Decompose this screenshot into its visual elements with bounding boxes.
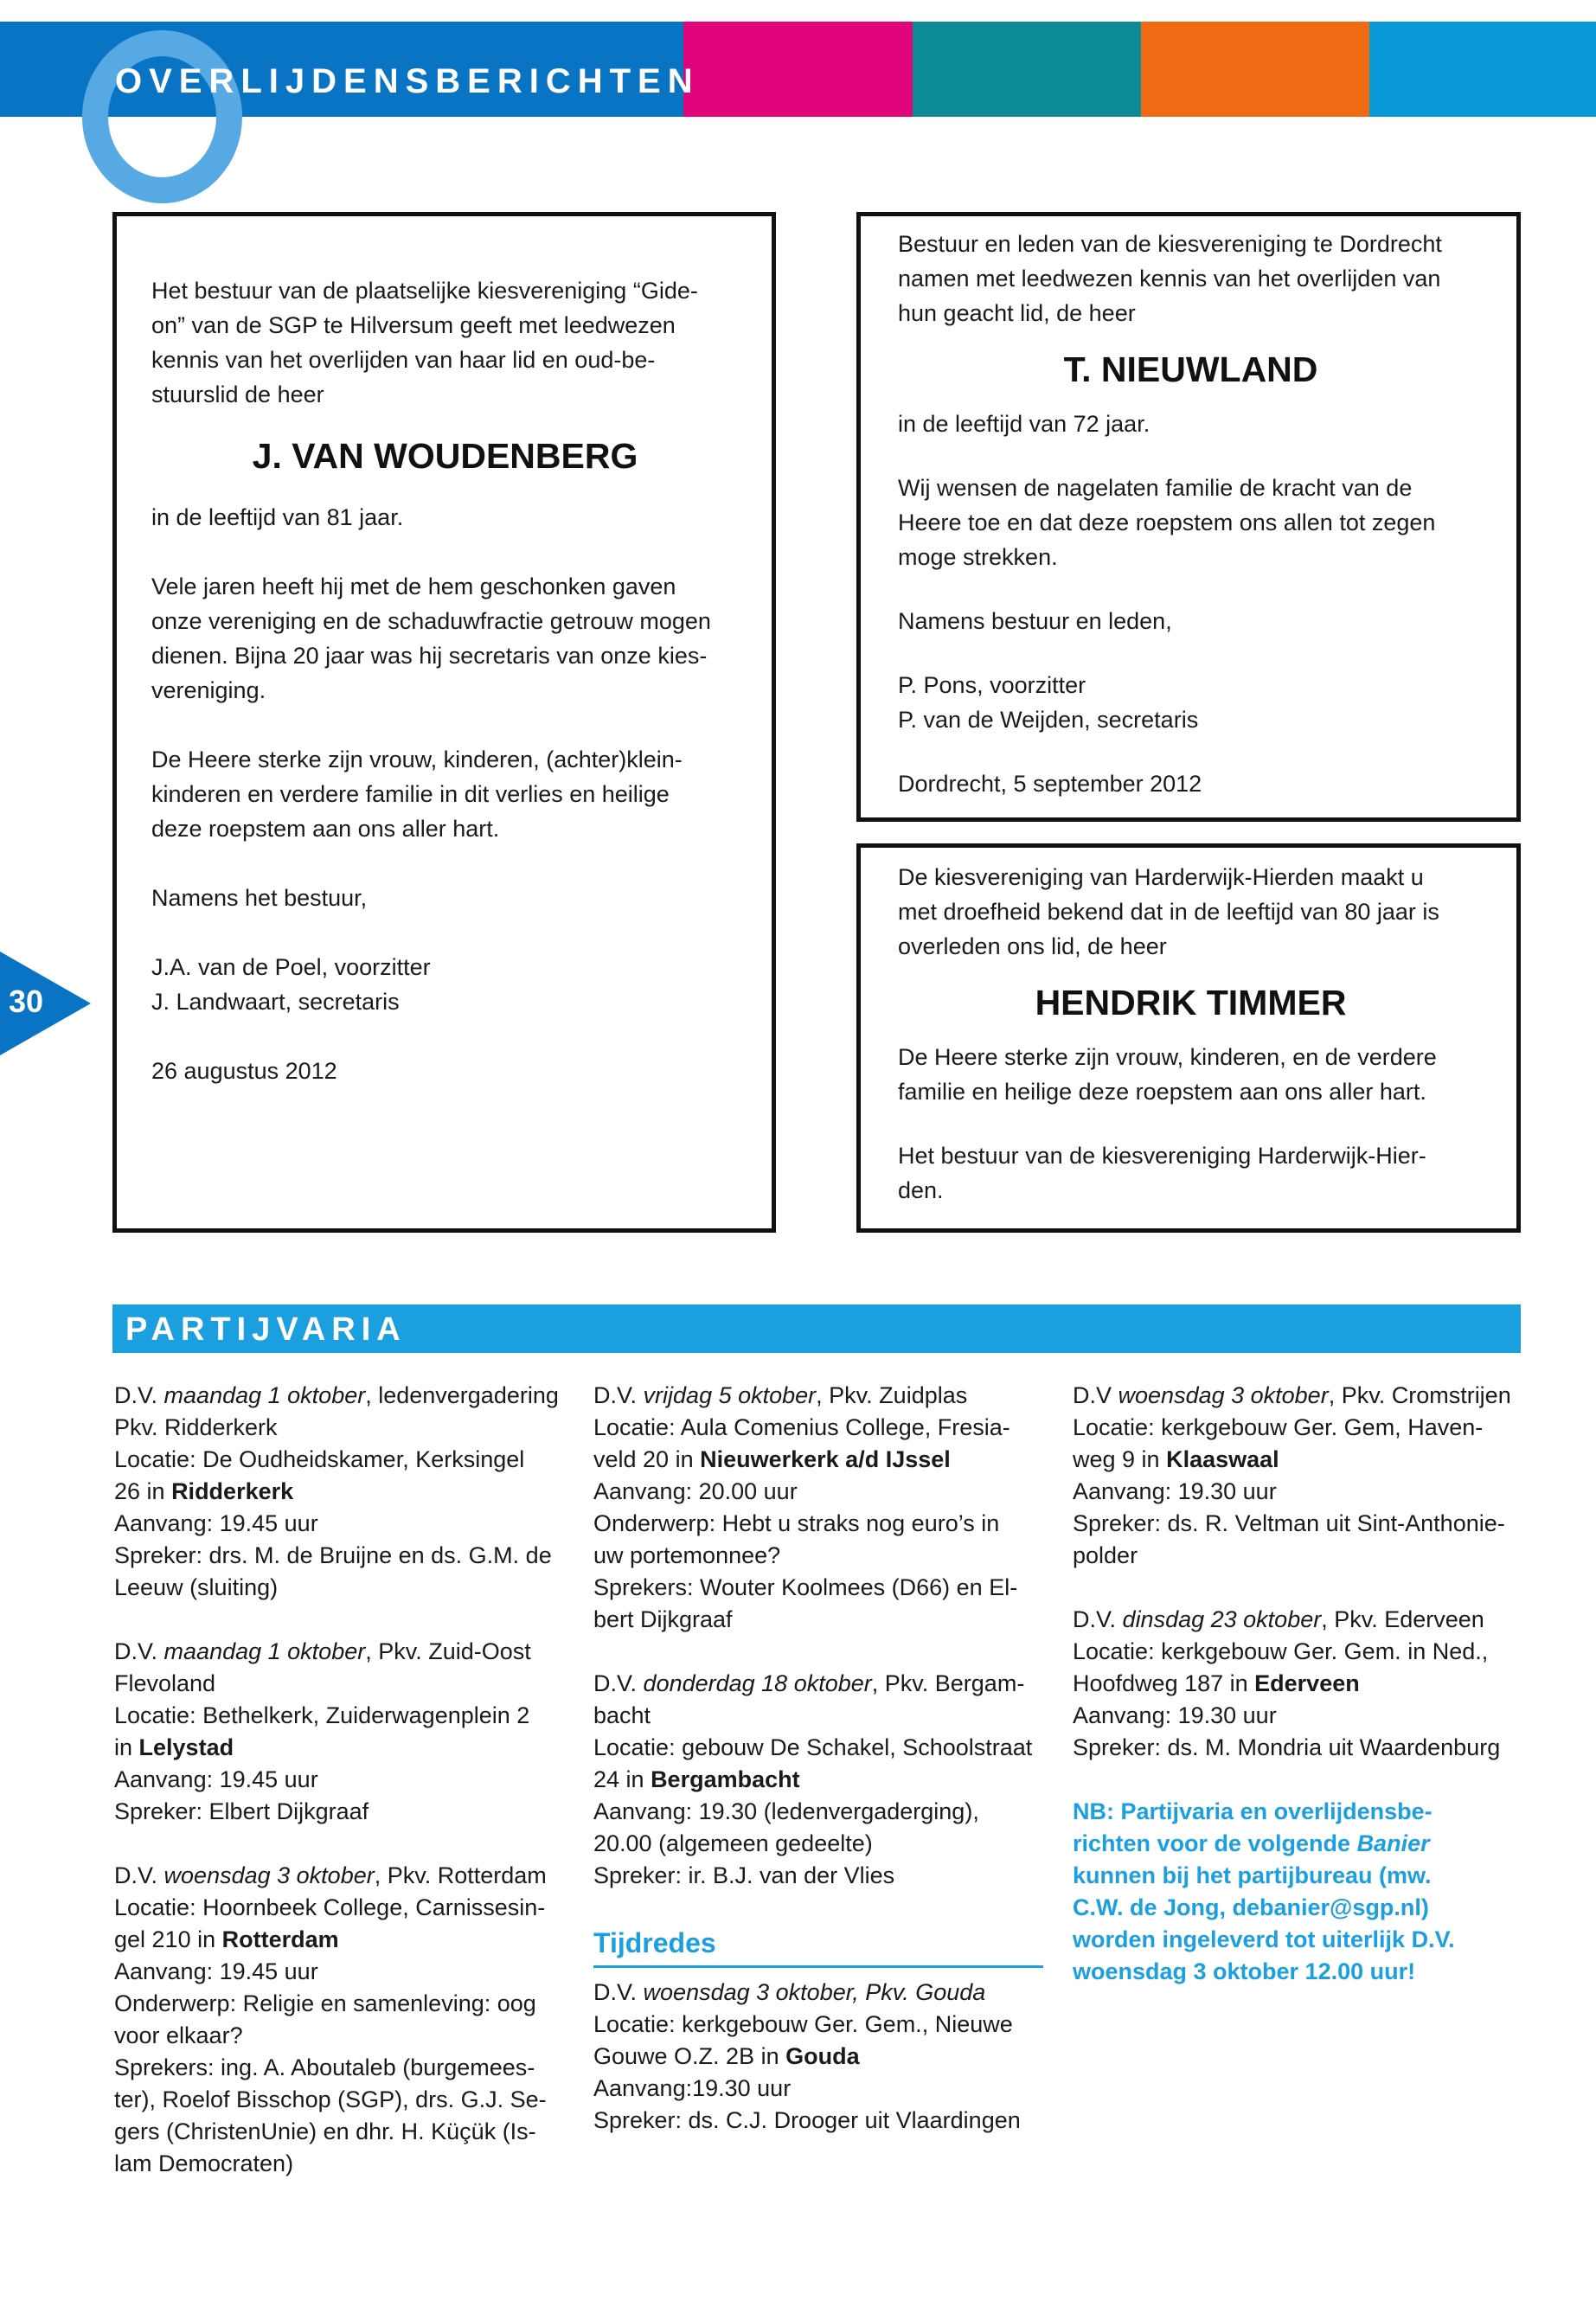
emphasis: donderdag 18 oktober [643, 1670, 872, 1696]
text-line: Pkv. Ridderkerk [114, 1414, 278, 1440]
notice-date: Dordrecht, 5 september 2012 [898, 771, 1202, 797]
event-entry [1073, 1604, 1522, 1764]
text-line: bert Dijkgraaf [593, 1606, 733, 1632]
page-number: 30 [9, 984, 44, 1019]
emphasis: vrijdag 5 oktober [643, 1382, 817, 1408]
location-name: Ederveen [1254, 1670, 1360, 1696]
signatory: P. Pons, voorzitter [898, 672, 1086, 698]
text-line: bacht [593, 1702, 651, 1728]
text-line: gel 210 in Rotterdam [114, 1926, 339, 1952]
text-line: Aanvang: 19.30 uur [1073, 1702, 1277, 1728]
text-line: D.V. maandag 1 oktober, ledenvergadering [114, 1382, 559, 1408]
location-name: Lelystad [138, 1734, 234, 1760]
text-line: uw portemonnee? [593, 1542, 781, 1568]
text-line: NB: Partijvaria en overlijdensbe- [1073, 1798, 1433, 1824]
emphasis: woensdag 3 oktober [163, 1862, 375, 1888]
divider [593, 1965, 1043, 1968]
text-line: D.V. dinsdag 23 oktober, Pkv. Ederveen [1073, 1606, 1484, 1632]
deceased-name: J. VAN WOUDENBERG [252, 436, 638, 476]
text-line: gers (ChristenUnie) en dhr. H. Küçük (Is- [114, 2118, 536, 2144]
text-line: Sprekers: Wouter Koolmees (D66) en El- [593, 1574, 1018, 1600]
signatory: P. van de Weijden, secretaris [898, 707, 1199, 733]
text-line: Spreker: drs. M. de Bruijne en ds. G.M. de [114, 1542, 552, 1568]
text-line: ter), Roelof Bisschop (SGP), drs. G.J. Se- [114, 2086, 547, 2112]
closing-line: Namens bestuur en leden, [898, 608, 1172, 634]
emphasis: woensdag 3 oktober [1118, 1382, 1329, 1408]
text-line: D.V. woensdag 3 oktober, Pkv. Gouda [593, 1979, 986, 2005]
closing-line: Namens het bestuur, [151, 885, 368, 911]
notice-van-woudenberg [112, 212, 776, 1233]
text-line: Leeuw (sluiting) [114, 1574, 279, 1600]
text-line: Locatie: gebouw De Schakel, Schoolstraat [593, 1734, 1033, 1760]
signatory: J. Landwaart, secretaris [151, 989, 400, 1015]
text-line: D.V. vrijdag 5 oktober, Pkv. Zuidplas [593, 1382, 968, 1408]
text-line: Locatie: Bethelkerk, Zuiderwagenplein 2 [114, 1702, 530, 1728]
age-line: in de leeftijd van 72 jaar. [898, 411, 1151, 437]
location-name: Ridderkerk [171, 1478, 294, 1504]
text-line: Spreker: ds. C.J. Drooger uit Vlaardingen [593, 2107, 1021, 2133]
notice-date: 26 augustus 2012 [151, 1058, 337, 1084]
header-band-teal [913, 22, 1141, 117]
text-line: Hoofdweg 187 in Ederveen [1073, 1670, 1360, 1696]
text-line: worden ingeleverd tot uiterlijk D.V. [1073, 1926, 1455, 1952]
notice-timmer: De kiesvereniging van Harderwijk-Hierden maakt u met droefheid bekend dat in de leeftijd van 80 jaar is overleden ons lid, de heer HENDRIK TIMMER De Heere sterke zijn vrouw, kinderen, en de verdere familie en heilige deze roepstem aan ons aller hart. Het bestuur van de kiesvereniging Harderwijk-Hier- den. [856, 843, 1521, 1233]
text-line: Aanvang: 19.45 uur [114, 1958, 318, 1984]
text-line: weg 9 in Klaaswaal [1073, 1446, 1279, 1472]
page-title: OVERLIJDENSBERICHTEN [115, 62, 700, 100]
event-entry [593, 1668, 1043, 1892]
text-line: Gouwe O.Z. 2B in Gouda [593, 2043, 860, 2069]
deceased-name: T. NIEUWLAND [1063, 349, 1318, 389]
text-line: 26 in Ridderkerk [114, 1478, 294, 1504]
emphasis: dinsdag 23 oktober [1122, 1606, 1322, 1632]
text-line: Locatie: De Oudheidskamer, Kerksingel [114, 1446, 525, 1472]
event-entry [114, 1860, 568, 2180]
event-entry [1073, 1380, 1522, 1572]
text-line: Locatie: Aula Comenius College, Fresia- [593, 1414, 1010, 1440]
text-line: polder [1073, 1542, 1138, 1568]
column-1 [114, 1380, 568, 2212]
text-line: D.V. woensdag 3 oktober, Pkv. Rotterdam [114, 1862, 547, 1888]
text-line: in Lelystad [114, 1734, 234, 1760]
event-entry [114, 1380, 568, 1604]
text-line: Onderwerp: Hebt u straks nog euro’s in [593, 1510, 1000, 1536]
subsection-heading: Tijdredes [593, 1927, 716, 1958]
text-line: 24 in Bergambacht [593, 1766, 800, 1792]
location-name: Rotterdam [221, 1926, 339, 1952]
text-line: D.V. donderdag 18 oktober, Pkv. Bergam- [593, 1670, 1025, 1696]
text-line: Spreker: ir. B.J. van der Vlies [593, 1862, 895, 1888]
location-name: Bergambacht [651, 1766, 800, 1792]
text-line: lam Democraten) [114, 2150, 294, 2176]
event-entry [114, 1636, 568, 1828]
notice-paragraph: Vele jaren heeft hij met de hem geschonken gaven onze vereniging en de schaduwfractie getrouw mogen dienen. Bijna 20 jaar was hij secretaris van onze kies- vereniging. [151, 574, 711, 703]
nb-notice [1073, 1796, 1522, 1988]
emphasis: maandag 1 oktober [163, 1382, 366, 1408]
location-name: Nieuwerkerk a/d IJssel [700, 1446, 951, 1472]
notice-intro: Het bestuur van de plaatselijke kiesvereniging “Gide- on” van de SGP te Hilversum geeft met leedwezen kennis van het overlijden van haar lid en oud-be- stuurslid de heer [151, 278, 698, 407]
emphasis: maandag 1 oktober [163, 1638, 366, 1664]
notice-paragraph: De Heere sterke zijn vrouw, kinderen, (achter)klein- kinderen en verdere familie in dit verlies en heilige deze roepstem aan ons aller hart. [151, 747, 683, 842]
text-line: Aanvang: 19.45 uur [114, 1766, 318, 1792]
text-line: Aanvang: 19.30 (ledenvergaderging), [593, 1798, 979, 1824]
text-line: voor elkaar? [114, 2022, 243, 2048]
text-line: D.V woensdag 3 oktober, Pkv. Cromstrijen [1073, 1382, 1511, 1408]
header-band-orange [1141, 22, 1369, 117]
text-line: Flevoland [114, 1670, 216, 1696]
location-name: Klaaswaal [1166, 1446, 1279, 1472]
emphasis: woensdag 3 oktober, Pkv. Gouda [643, 1979, 986, 2005]
column-3 [1073, 1380, 1522, 1988]
emphasis: Banier [1356, 1830, 1430, 1856]
signatory: J.A. van de Poel, voorzitter [151, 954, 431, 980]
text-line: veld 20 in Nieuwerkerk a/d IJssel [593, 1446, 951, 1472]
text-line: D.V. maandag 1 oktober, Pkv. Zuid-Oost [114, 1638, 531, 1664]
header-band-lightblue [1369, 22, 1596, 117]
text-line: Locatie: kerkgebouw Ger. Gem., Nieuwe [593, 2011, 1013, 2037]
text-line: Locatie: kerkgebouw Ger. Gem, Haven- [1073, 1414, 1484, 1440]
text-line: Spreker: ds. M. Mondria uit Waardenburg [1073, 1734, 1501, 1760]
text-line: Spreker: Elbert Dijkgraaf [114, 1798, 369, 1824]
deceased-name: HENDRIK TIMMER [1035, 983, 1347, 1022]
text-line: Locatie: Hoornbeek College, Carnissesin- [114, 1894, 546, 1920]
decorative-letter-o [82, 30, 242, 203]
location-name: Gouda [785, 2043, 860, 2069]
column-2 [593, 1380, 1043, 2137]
section-title: PARTIJVARIA [125, 1311, 407, 1348]
text-line: Aanvang: 19.45 uur [114, 1510, 318, 1536]
event-entry [593, 1380, 1043, 1636]
text-line: Onderwerp: Religie en samenleving: oog [114, 1990, 536, 2016]
text-line: Sprekers: ing. A. Aboutaleb (burgemees- [114, 2054, 535, 2080]
event-entry [593, 1977, 1043, 2137]
text-line: Aanvang:19.30 uur [593, 2075, 792, 2101]
text-line: Locatie: kerkgebouw Ger. Gem. in Ned., [1073, 1638, 1489, 1664]
text-line: Spreker: ds. R. Veltman uit Sint-Anthonie- [1073, 1510, 1505, 1536]
text-line: kunnen bij het partijbureau (mw. [1073, 1862, 1432, 1888]
text-line: woensdag 3 oktober 12.00 uur! [1073, 1958, 1416, 1984]
text-line: 20.00 (algemeen gedeelte) [593, 1830, 873, 1856]
text-line: richten voor de volgende Banier [1073, 1830, 1430, 1856]
notice-nieuwland: Bestuur en leden van de kiesvereniging te Dordrecht namen met leedwezen kennis van het overlijden van hun geacht lid, de heer T. NIEUWLAND in de leeftijd van 72 jaar. Wij wensen de nagelaten familie de kracht van de Heere toe en dat deze roepstem ons allen tot zegen moge strekken. Namens bestuur en leden, P. Pons, voorzitter P. van de Weijden, secretaris Dordrecht, 5 september 2012 [856, 212, 1521, 822]
text-line: Aanvang: 20.00 uur [593, 1478, 798, 1504]
age-line: in de leeftijd van 81 jaar. [151, 504, 404, 530]
header-band-pink [683, 22, 913, 117]
text-line: Aanvang: 19.30 uur [1073, 1478, 1277, 1504]
text-line: C.W. de Jong, debanier@sgp.nl) [1073, 1894, 1429, 1920]
